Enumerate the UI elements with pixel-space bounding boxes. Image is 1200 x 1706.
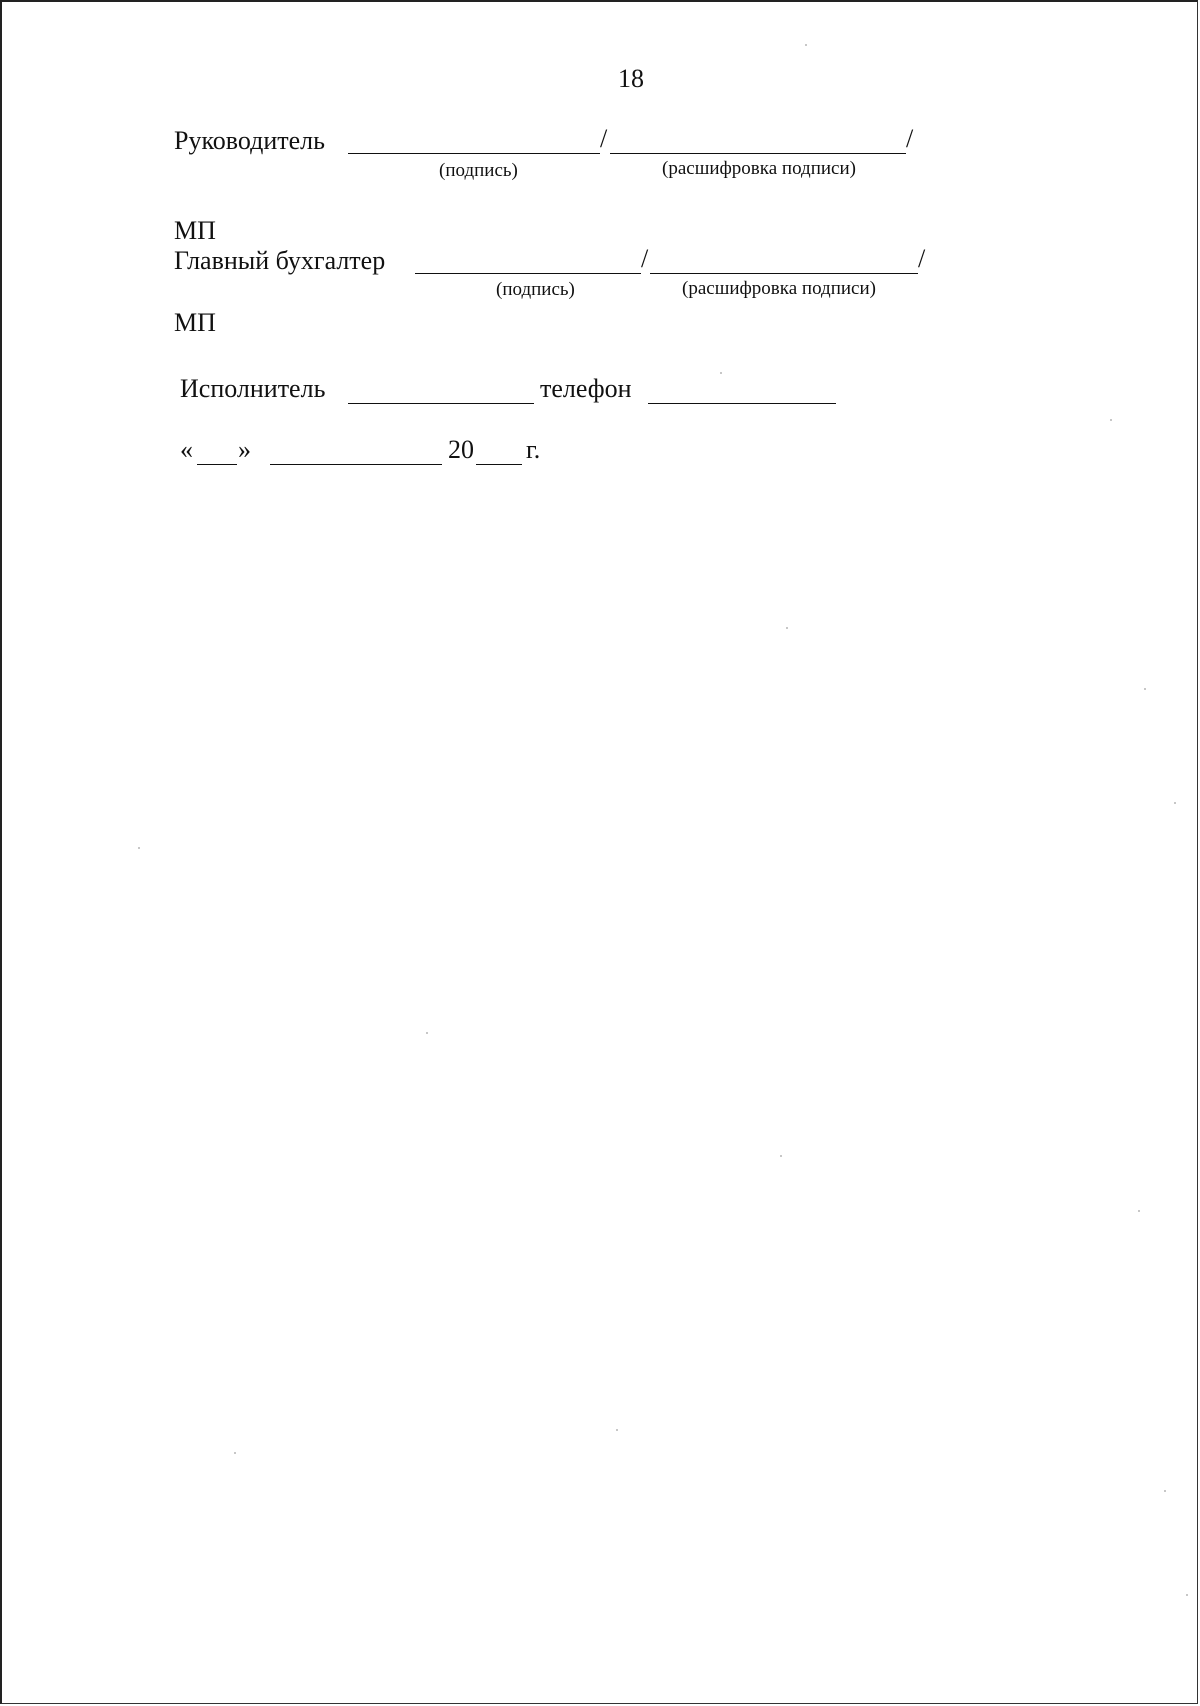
chief-accountant-label: Главный бухгалтер xyxy=(174,246,386,275)
scan-speck xyxy=(138,847,140,849)
scan-speck xyxy=(234,1452,236,1454)
executor-label: Исполнитель xyxy=(180,374,326,403)
chief-accountant-slash-1: / xyxy=(641,244,649,273)
date-year-line[interactable] xyxy=(476,464,522,465)
scan-speck xyxy=(1144,688,1146,690)
chief-accountant-slash-2: / xyxy=(918,244,926,273)
scan-speck xyxy=(780,1155,782,1157)
head-label: Руководитель xyxy=(174,126,325,155)
stamp-mark-2: МП xyxy=(174,308,216,337)
date-year-suffix: г. xyxy=(526,435,541,464)
page-number: 18 xyxy=(618,64,644,93)
phone-label: телефон xyxy=(540,374,632,403)
scan-speck xyxy=(426,1032,428,1034)
chief-accountant-decoding-line[interactable] xyxy=(650,273,918,274)
head-slash-2: / xyxy=(906,124,914,153)
phone-line[interactable] xyxy=(648,403,836,404)
date-open-quote: « xyxy=(180,435,193,464)
scan-speck xyxy=(1174,802,1176,804)
date-year-prefix: 20 xyxy=(448,435,474,464)
chief-accountant-decoding-caption: (расшифровка подписи) xyxy=(682,278,876,299)
scan-speck xyxy=(616,1429,618,1431)
date-month-line[interactable] xyxy=(270,464,442,465)
chief-accountant-signature-line[interactable] xyxy=(415,273,641,274)
head-decoding-line[interactable] xyxy=(610,153,906,154)
date-close-quote: » xyxy=(238,435,251,464)
scan-speck xyxy=(1138,1210,1140,1212)
head-decoding-caption: (расшифровка подписи) xyxy=(662,158,856,179)
scan-speck xyxy=(1164,1490,1166,1492)
executor-name-line[interactable] xyxy=(348,403,534,404)
chief-accountant-signature-caption: (подпись) xyxy=(496,279,575,300)
head-signature-caption: (подпись) xyxy=(439,160,518,181)
scan-speck xyxy=(1110,419,1112,421)
scan-speck xyxy=(786,627,788,629)
scan-speck xyxy=(805,44,807,46)
date-day-line[interactable] xyxy=(197,464,237,465)
head-slash-1: / xyxy=(600,124,608,153)
scan-speck xyxy=(720,372,722,374)
scan-speck xyxy=(1186,1594,1188,1596)
stamp-mark-1: МП xyxy=(174,216,216,245)
head-signature-line[interactable] xyxy=(348,153,600,154)
